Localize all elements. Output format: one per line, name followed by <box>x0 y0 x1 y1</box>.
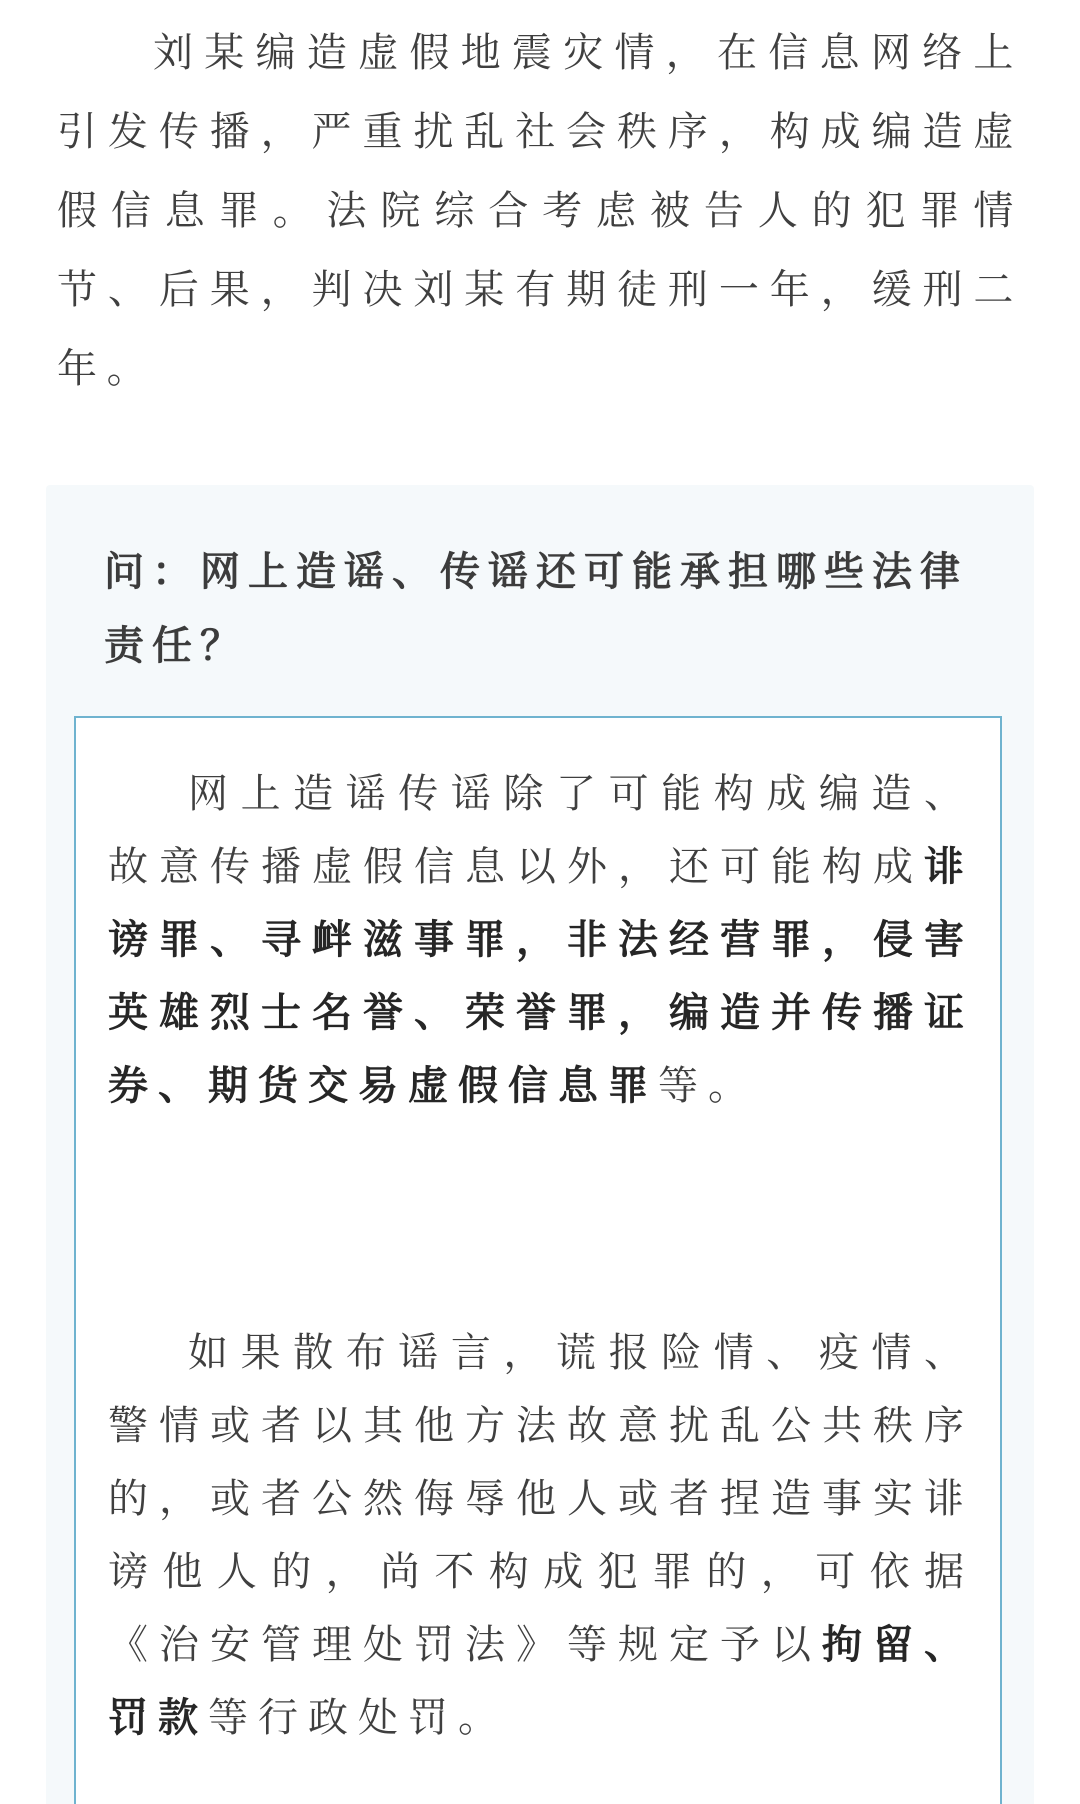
question-heading: 问：网上造谣、传谣还可能承担哪些法律责任？ <box>104 549 968 669</box>
answer-1-text-end: 等。 <box>658 1063 758 1109</box>
answer-2-penalties-bold: 拘留、罚款 <box>108 1622 974 1741</box>
answer-2-text-end: 等行政处罚。 <box>208 1695 508 1741</box>
answer-1-offenses-bold: 诽谤罪、寻衅滋事罪，非法经营罪，侵害英雄烈士名誉、荣誉罪，编造并传播证券、期货交易虚假信息罪 <box>108 844 974 1109</box>
answer-2-text-start: 如果散布谣言，谎报险情、疫情、警情或者以其他方法故意扰乱公共秩序的，或者公然侮辱他人或者捏造事实诽谤他人的，尚不构成犯罪的，可依据《治安管理处罚法》等规定予以 <box>108 1330 974 1668</box>
qa-panel <box>46 485 1034 1804</box>
intro-paragraph: 刘某编造虚假地震灾情，在信息网络上引发传播，严重扰乱社会秩序，构成编造虚假信息罪。法院综合考虑被告人的犯罪情节、后果，判决刘某有期徒刑一年，缓刑二年。 <box>57 30 1023 392</box>
answer-box <box>74 716 1002 1804</box>
answer-paragraph-2 <box>108 1317 974 1755</box>
answer-paragraph-1 <box>108 758 974 1123</box>
answer-1-text-start: 网上造谣传谣除了可能构成编造、故意传播虚假信息以外，还可能构成 <box>108 771 974 890</box>
